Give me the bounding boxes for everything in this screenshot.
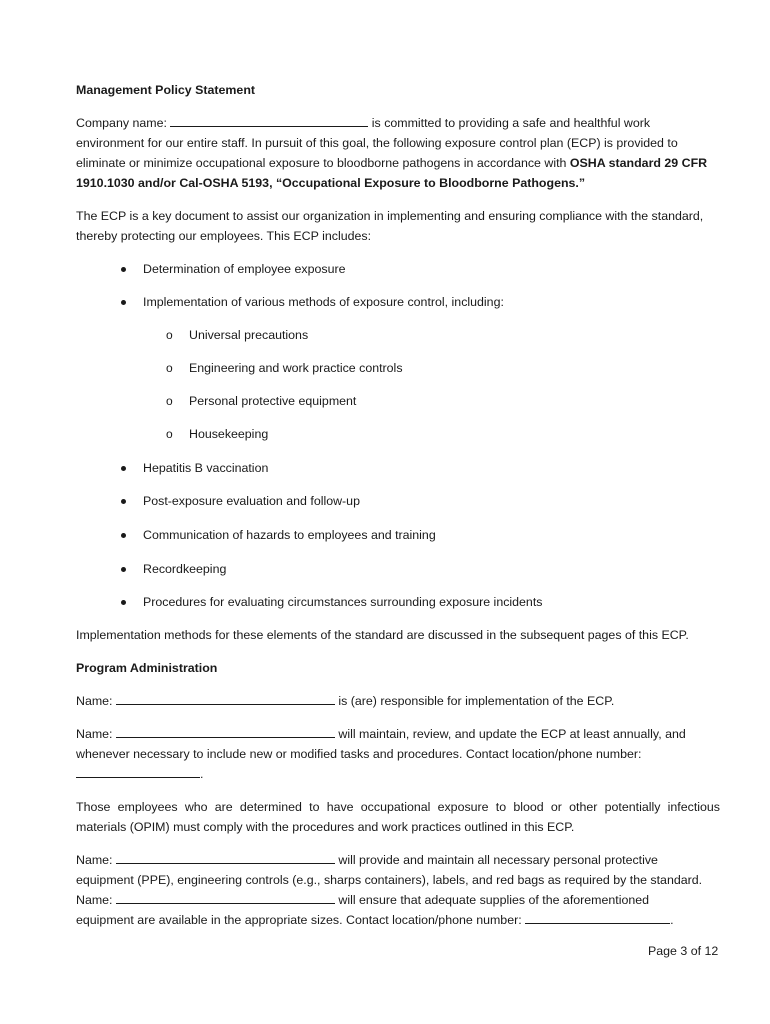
contact-blank[interactable]	[76, 764, 200, 778]
supplies-text-line: equipment are available in the appropriate sizes. Contact location/phone number: .	[76, 910, 674, 930]
bullet-icon	[121, 466, 126, 471]
employees-text-line: materials (OPIM) must comply with the procedures and work practices outlined in this ECP.	[76, 820, 575, 834]
policy-text-line: eliminate or minimize occupational exposure to bloodborne pathogens in accordance with OSHA standard 29 CFR	[76, 156, 708, 170]
bullet-icon	[121, 600, 126, 605]
sub-list-item: o Engineering and work practice controls	[166, 358, 403, 378]
name-blank[interactable]	[116, 850, 335, 864]
list-item: Post-exposure evaluation and follow-up	[121, 491, 360, 511]
contact-line: .	[76, 764, 203, 784]
circle-bullet-icon: o	[166, 328, 173, 342]
ppe-name-line: Name: will provide and maintain all necessary personal protective	[76, 850, 658, 870]
policy-text-line: 1910.1030 and/or Cal-OSHA 5193, “Occupational Exposure to Bloodborne Pathogens.”	[76, 176, 586, 190]
sub-list-item: o Personal protective equipment	[166, 391, 356, 411]
name-blank[interactable]	[116, 691, 335, 705]
list-item: Determination of employee exposure	[121, 259, 346, 279]
ecp-intro-line: The ECP is a key document to assist our organization in implementing and ensuring compliance with the standard,	[76, 209, 704, 223]
bullet-icon	[121, 300, 126, 305]
name-blank[interactable]	[116, 724, 335, 738]
contact-blank[interactable]	[525, 910, 670, 924]
page-heading: Management Policy Statement	[76, 83, 256, 97]
employees-text-line: Those employees who are determined to have occupational exposure to blood or other potentially infectious	[76, 800, 720, 814]
list-item: Implementation of various methods of exposure control, including:	[121, 292, 504, 312]
bullet-icon	[121, 499, 126, 504]
maintainer-name-line: Name: will maintain, review, and update the ECP at least annually, and	[76, 724, 686, 744]
ppe-text-line: equipment (PPE), engineering controls (e.g., sharps containers), labels, and red bags as required by the standard.	[76, 873, 703, 887]
list-item: Recordkeeping	[121, 559, 226, 579]
sub-list-item: o Housekeeping	[166, 424, 268, 444]
maintainer-text-line: whenever necessary to include new or modified tasks and procedures. Contact location/phone number:	[76, 747, 642, 761]
circle-bullet-icon: o	[166, 361, 173, 375]
page-number: Page 3 of 12	[648, 944, 719, 958]
supplies-name-line: Name: will ensure that adequate supplies of the aforementioned	[76, 890, 649, 910]
circle-bullet-icon: o	[166, 427, 173, 441]
company-name-line: Company name: is committed to providing a safe and healthful work	[76, 113, 650, 133]
company-name-blank[interactable]	[170, 113, 368, 127]
list-item: Hepatitis B vaccination	[121, 458, 268, 478]
bullet-icon	[121, 567, 126, 572]
name-blank[interactable]	[116, 890, 335, 904]
policy-text-line: environment for our entire staff. In pursuit of this goal, the following exposure control plan (ECP) is provided to	[76, 136, 678, 150]
list-item: Communication of hazards to employees and training	[121, 525, 436, 545]
bullet-icon	[121, 533, 126, 538]
sub-list-item: o Universal precautions	[166, 325, 308, 345]
responsible-name-line: Name: is (are) responsible for implementation of the ECP.	[76, 691, 614, 711]
bullet-icon	[121, 267, 126, 272]
ecp-intro-line: thereby protecting our employees. This ECP includes:	[76, 229, 372, 243]
list-item: Procedures for evaluating circumstances surrounding exposure incidents	[121, 592, 542, 612]
implementation-text: Implementation methods for these elements of the standard are discussed in the subsequent pages of this ECP.	[76, 628, 689, 642]
circle-bullet-icon: o	[166, 394, 173, 408]
section-heading: Program Administration	[76, 661, 218, 675]
